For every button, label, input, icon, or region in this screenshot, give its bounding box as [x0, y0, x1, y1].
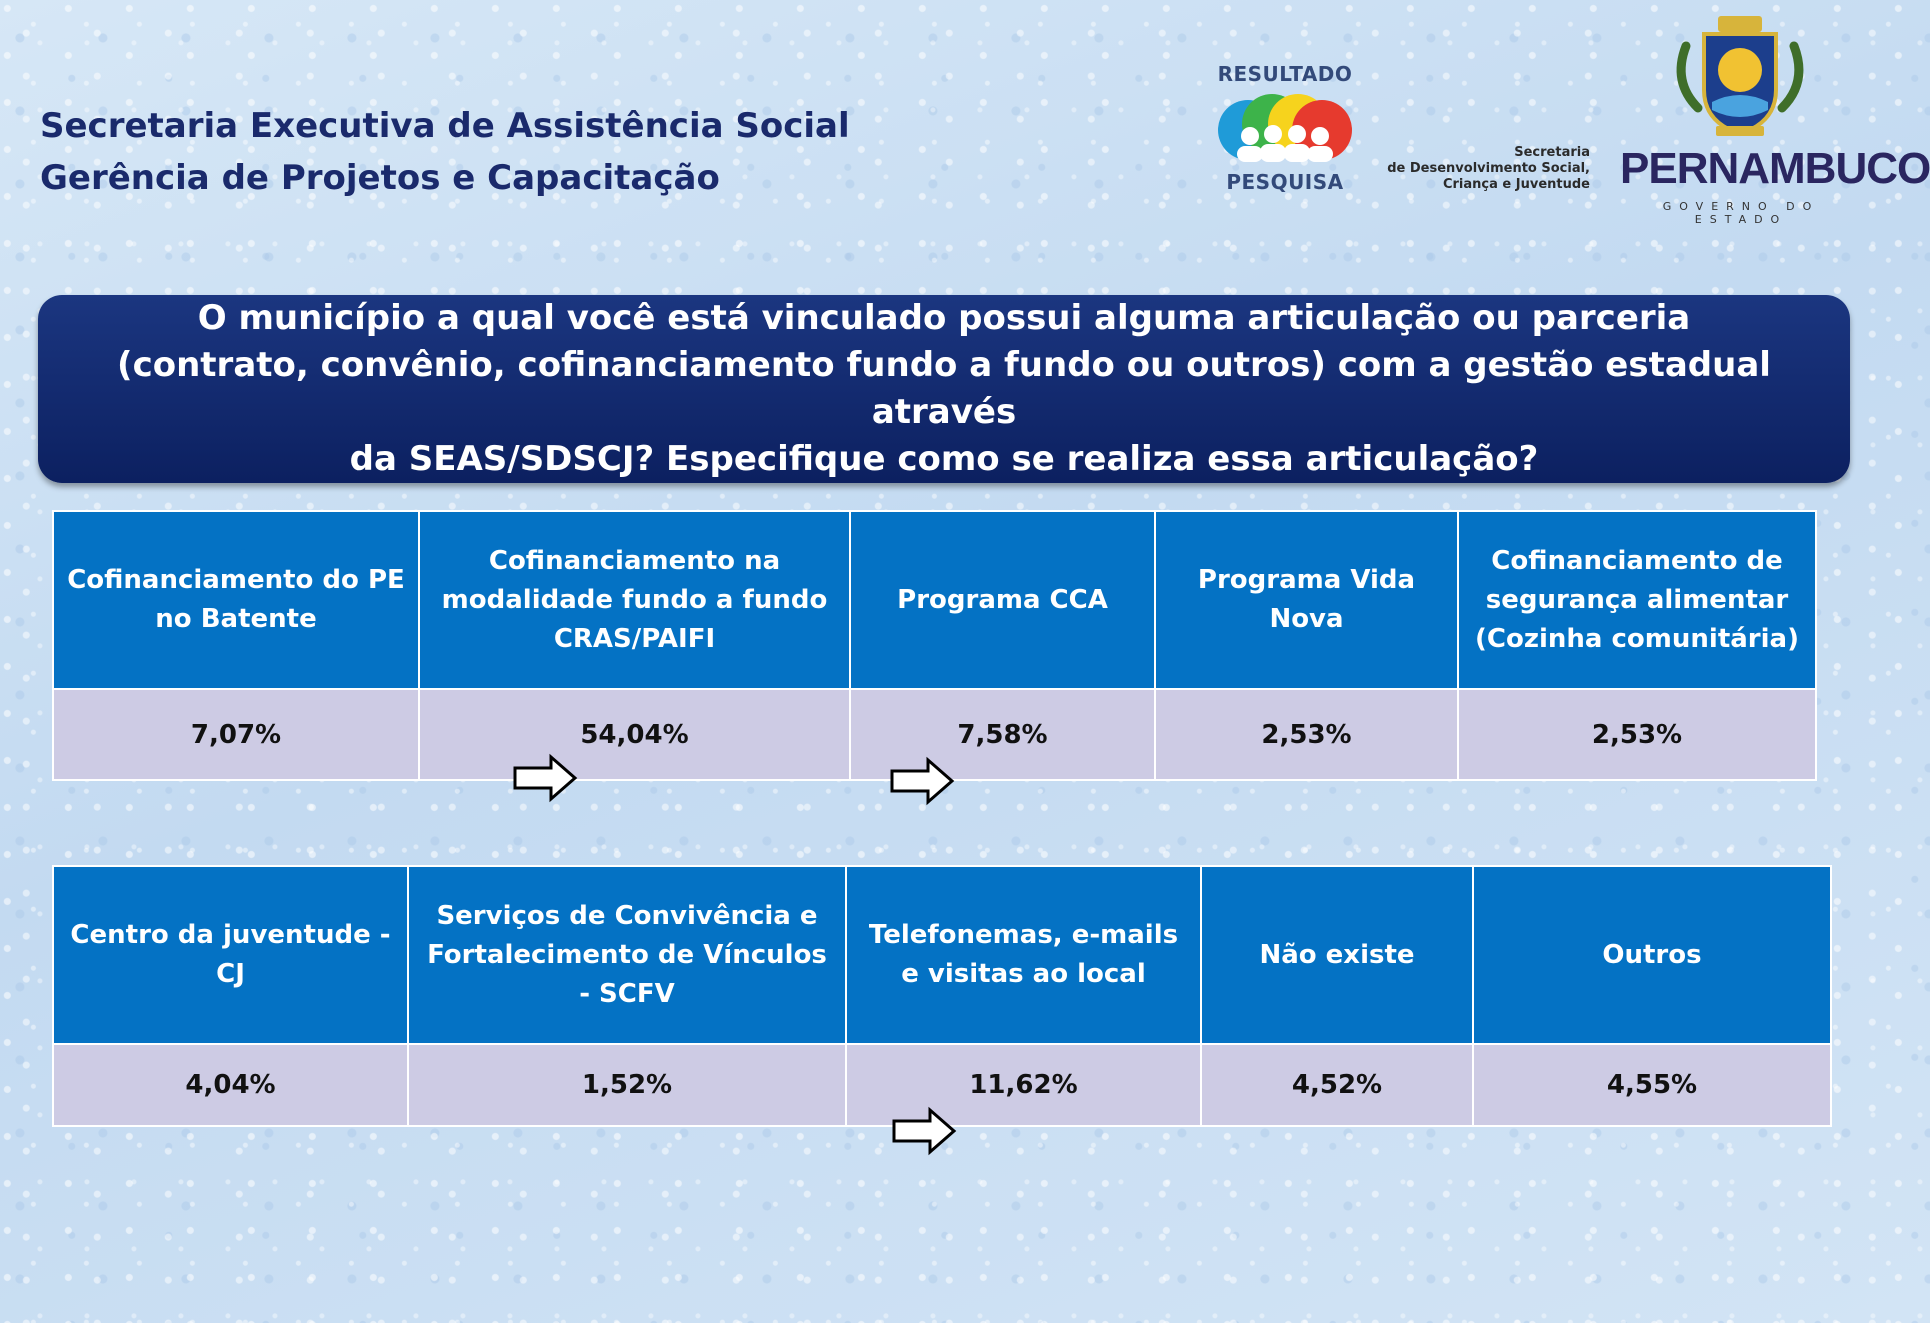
header-line-2: Gerência de Projetos e Capacitação: [40, 158, 720, 198]
percentage-cell: 2,53%: [1458, 689, 1816, 780]
table-header-row: [53, 511, 1816, 689]
column-header: Programa CCA: [850, 511, 1155, 689]
people-circles-icon: [1210, 90, 1360, 162]
column-header: Centro da juventude - CJ: [53, 866, 408, 1044]
secretaria-logo-text: [1370, 145, 1590, 193]
secretaria-line: Criança e Juventude: [1442, 177, 1590, 192]
right-arrow-icon: [513, 755, 577, 801]
percentage-cell: 2,53%: [1155, 689, 1458, 780]
seal-icon: [1620, 12, 1860, 144]
question-line: da SEAS/SDSCJ? Especifique como se realiza essa articulação?: [349, 439, 1539, 479]
results-table-2: [52, 865, 1832, 1127]
pesquisa-label: PESQUISA: [1226, 170, 1344, 194]
percentage-cell: 7,07%: [53, 689, 419, 780]
secretaria-line: Secretaria: [1514, 145, 1590, 160]
column-header: Serviços de Convivência e Fortalecimento de Vínculos - SCFV: [408, 866, 846, 1044]
page-header: [40, 100, 850, 204]
governo-do-estado-label: GOVERNO DO ESTADO: [1662, 200, 1820, 226]
table-header-row: [53, 866, 1831, 1044]
column-header: Cofinanciamento do PE no Batente: [53, 511, 419, 689]
right-arrow-icon: [892, 1108, 956, 1154]
percentage-cell: 4,55%: [1473, 1044, 1831, 1126]
pernambuco-wordmark: PERNAMBUCO: [1620, 144, 1930, 193]
column-header: Cofinanciamento de segurança alimentar (Cozinha comunitária): [1458, 511, 1816, 689]
header-line-1: Secretaria Executiva de Assistência Social: [40, 106, 850, 146]
right-arrow-icon: [890, 758, 954, 804]
percentage-cell: 11,62%: [846, 1044, 1201, 1126]
resultado-pesquisa-logo: [1210, 62, 1360, 192]
percentage-cell: 54,04%: [419, 689, 850, 780]
question-line: O município a qual você está vinculado possui alguma articulação ou parceria: [197, 298, 1691, 338]
percentage-cell: 1,52%: [408, 1044, 846, 1126]
column-header: Telefonemas, e-mails e visitas ao local: [846, 866, 1201, 1044]
percentage-cell: 4,04%: [53, 1044, 408, 1126]
percentage-cell: 7,58%: [850, 689, 1155, 780]
question-text: [69, 295, 1819, 483]
resultado-label: RESULTADO: [1217, 62, 1353, 86]
question-line: (contrato, convênio, cofinanciamento fundo a fundo ou outros) com a gestão estadual através: [117, 345, 1771, 432]
column-header: Cofinanciamento na modalidade fundo a fundo CRAS/PAIFI: [419, 511, 850, 689]
results-table-1: [52, 510, 1817, 781]
column-header: Outros: [1473, 866, 1831, 1044]
question-banner: [38, 295, 1850, 483]
percentage-cell: 4,52%: [1201, 1044, 1473, 1126]
pernambuco-logo: [1620, 12, 1930, 226]
column-header: Programa Vida Nova: [1155, 511, 1458, 689]
secretaria-line: de Desenvolvimento Social,: [1387, 161, 1590, 176]
column-header: Não existe: [1201, 866, 1473, 1044]
